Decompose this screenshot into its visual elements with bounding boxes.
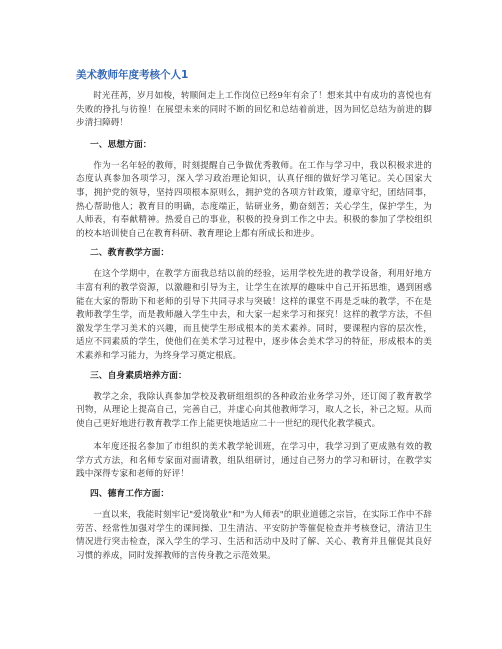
section-paragraph: 在这个学期中，在教学方面我总结以前的经验，运用学校先进的教学设备，利用好地方丰富有利的教学资源，以激趣和引导为主，让学生在浓厚的趣味中自己开拓思维，遇到困惑能在大家的帮助下和老师的引导下共同寻求与突破！这样的课堂不再是乏味的教学，不在是教师教学生学，而是教师融入学生中去，和大家一起来学习和探究！这样的教学方法，不但激发学生学习美术的兴趣，而且使学生形成根本的美术素养。同时，要课程内容的层次性，适应不同素质的学生，使他们在美术学习过程中，逐步体会美术学习的特征，形成根本的美术素养和学习能力，为终身学习奠定根底。 (76, 269, 432, 361)
section-heading: 二、教育教学方面： (90, 248, 170, 259)
section-paragraph: 一直以来，我能时刻牢记"爱岗敬业"和"为人师表"的职业道德之宗旨，在实际工作中不辞劳苦、经常性加强对学生的课间操、卫生清洁、平安防护等催促检查并考核登记，清洁卫生情况进行突击检查，深入学生的学习、生活和活动中及时了解、关心、教育并且催促其良好习惯的养成，同时发挥教师的言传身教之示范效果。 (76, 510, 432, 561)
section-heading: 三、自身素质培养方面： (90, 370, 187, 381)
section-moral-education (76, 488, 432, 563)
intro-paragraph: 时光荏苒，岁月如梭，转顺间走上工作岗位已经9年有余了！想来其中有成功的喜悦也有失败的挣扎与彷徨！在展望未来的同时不断的回忆和总结着前进，因为回忆总结为前进的脚步清扫障碍！ (76, 91, 432, 129)
section-self-development (76, 370, 432, 483)
section-paragraph: 教学之余，我除认真参加学校及教研组组织的各种政治业务学习外，还订阅了教育教学刊物，从理论上提高自己，完善自己，并虚心向其他教师学习，取人之长，补己之短。从而使自己更好地进行教育教学工作上能更快地适应二十一世纪的现代化教学模式。 (76, 391, 432, 429)
section-heading: 四、德育工作方面： (90, 489, 170, 500)
document-title: 美术教师年度考核个人1 (76, 69, 189, 81)
section-heading: 一、思想方面： (90, 139, 152, 150)
section-teaching (76, 247, 432, 363)
section-thought (76, 139, 432, 242)
document-content (76, 68, 432, 569)
section-paragraph: 本年度还报名参加了市组织的美术教学轮训班，在学习中，我学习到了更成熟有效的教学方式方法，和名师专家面对面请教，组队组研讨，通过自己努力的学习和研讨，在教学实践中深得专家和老师的好评！ (76, 442, 432, 480)
section-paragraph: 作为一名年轻的教师，时刻提醒自己争做优秀教师。在工作与学习中，我以积极求进的态度认真参加各项学习，深入学习政治理论知识，认真仔细的做好学习笔记。关心国家大事，拥护党的领导，坚持四项根本原则么，拥护党的各项方针政策，遵章守纪，团结同事，热心帮助他人；教育目的明确，态度端正，钻研业务，勤奋刻苦；关心学生，保护学生，为人师表，有奉献精神。热爱自己的事业，积极的投身到工作之中去。积极的参加了学校组织的校本培训使自己在教育科研、教育理论上都有所成长和进步。 (76, 160, 432, 239)
